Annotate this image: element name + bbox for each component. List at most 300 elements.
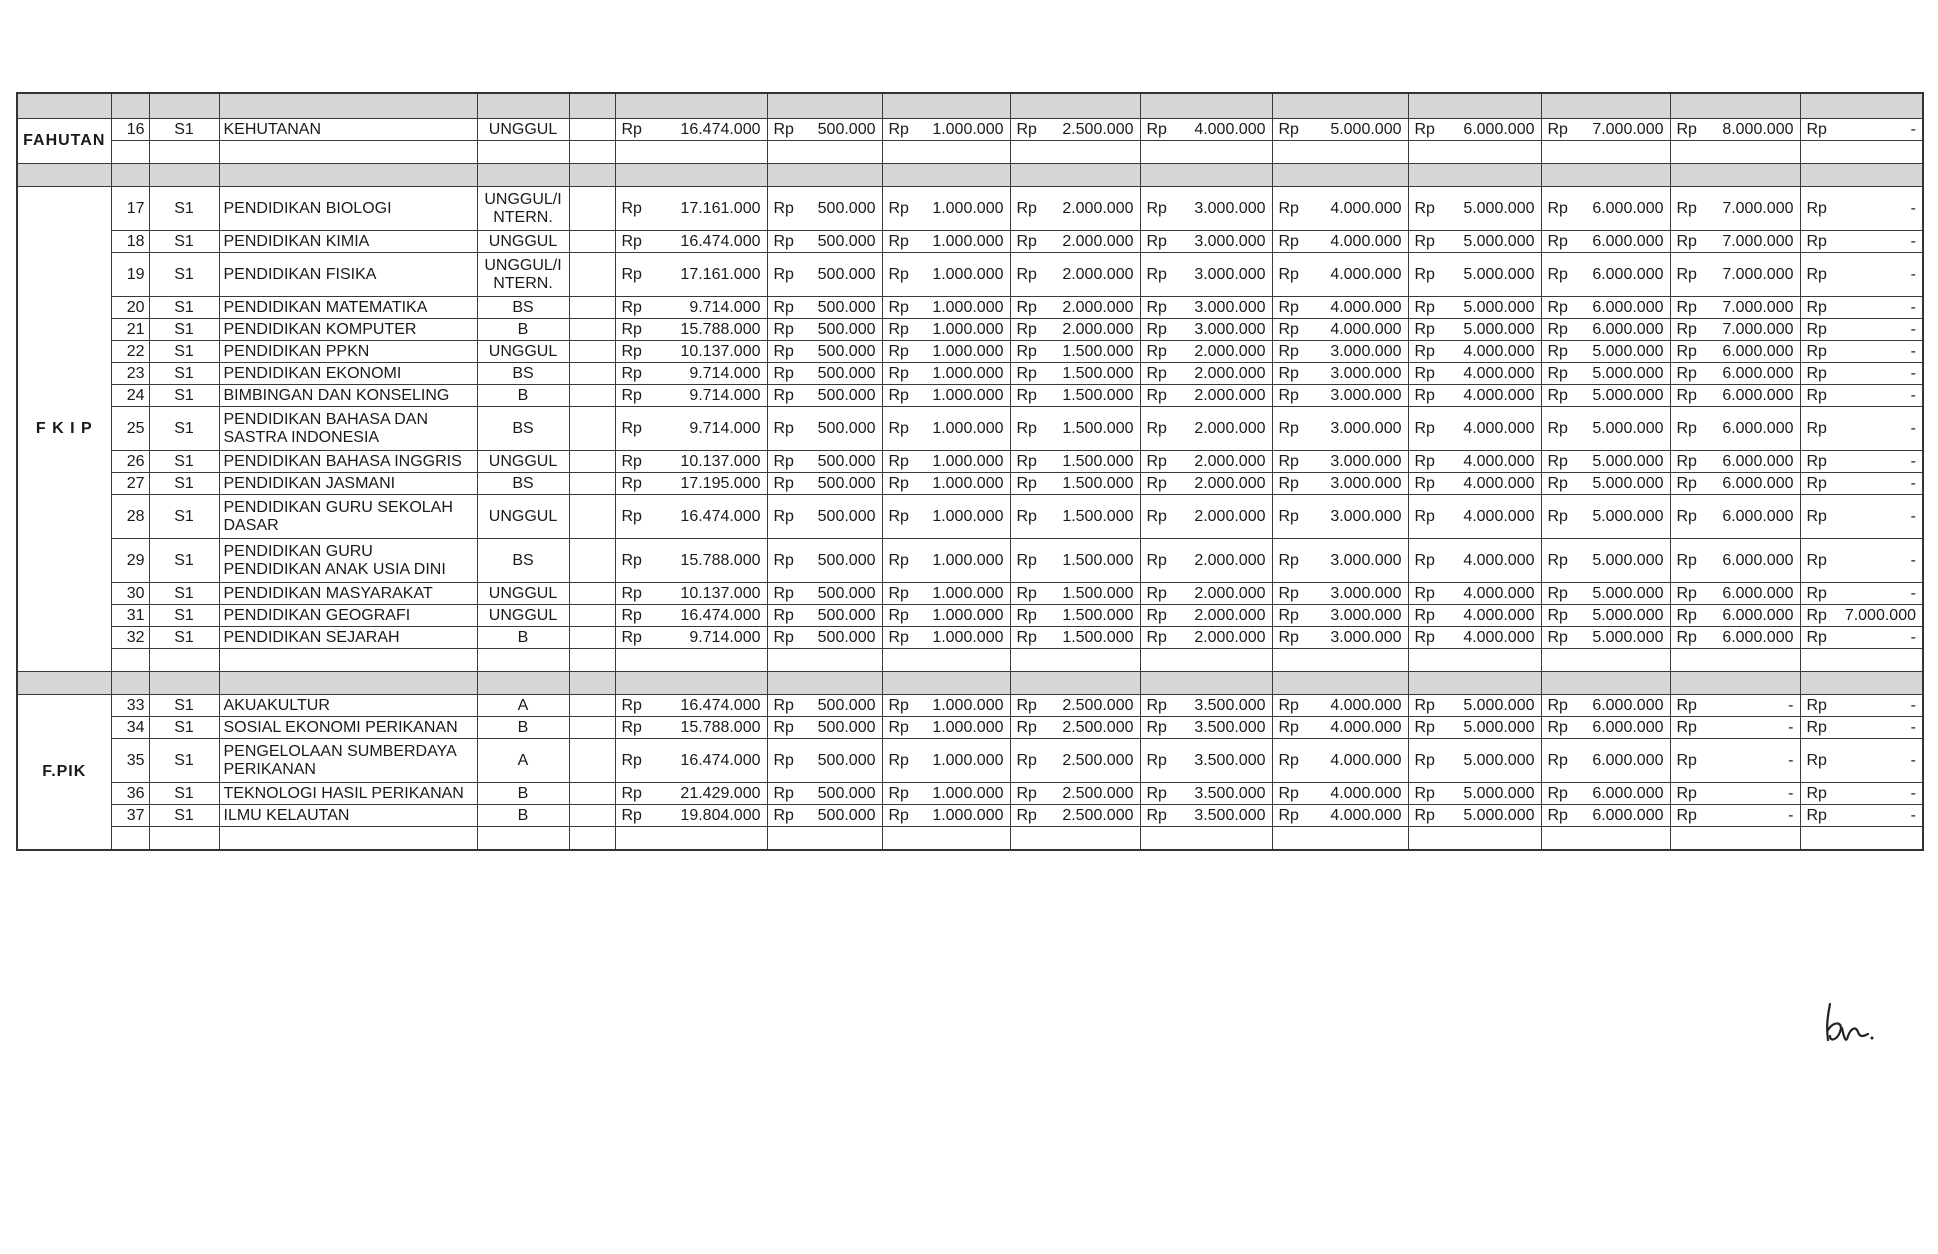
ukt-cell [1670, 297, 1800, 319]
row-number: 21 [111, 319, 149, 341]
amount-value: 6.000.000 [1592, 265, 1664, 283]
ukt-cell [1140, 187, 1272, 231]
empty-cell [569, 672, 615, 695]
amount-value: - [1910, 507, 1916, 525]
currency-label: Rp [888, 265, 909, 283]
jenjang-cell: S1 [149, 231, 219, 253]
empty-cell [1800, 672, 1923, 695]
row-number: 18 [111, 231, 149, 253]
ukt-cell [1800, 119, 1923, 141]
amount-value: 6.000.000 [1722, 507, 1794, 525]
row-number: 36 [111, 783, 149, 805]
amount-value: 8.000.000 [1722, 120, 1794, 138]
ukt-cell [1800, 297, 1923, 319]
currency-label: Rp [888, 784, 909, 802]
amount-value: - [1910, 120, 1916, 138]
ukt-cell [615, 539, 767, 583]
currency-label: Rp [1676, 419, 1697, 437]
amount-value: 1.000.000 [932, 718, 1004, 736]
currency-label: Rp [1278, 551, 1299, 569]
currency-label: Rp [1278, 386, 1299, 404]
currency-label: Rp [1016, 606, 1037, 624]
currency-label: Rp [1547, 199, 1568, 217]
empty-cell [569, 187, 615, 231]
amount-value: 6.000.000 [1592, 199, 1664, 217]
amount-value: 2.000.000 [1194, 452, 1266, 470]
amount-value: 2.500.000 [1062, 784, 1134, 802]
currency-label: Rp [1278, 452, 1299, 470]
ukt-cell [1408, 319, 1541, 341]
row-number: 31 [111, 605, 149, 627]
ukt-cell [767, 627, 882, 649]
ukt-cell [767, 341, 882, 363]
currency-label: Rp [1414, 419, 1435, 437]
amount-value: 4.000.000 [1463, 628, 1535, 646]
currency-label: Rp [888, 320, 909, 338]
currency-label: Rp [1414, 551, 1435, 569]
currency-label: Rp [888, 298, 909, 316]
prodi-name: PENDIDIKAN GEOGRAFI [219, 605, 477, 627]
currency-label: Rp [1278, 232, 1299, 250]
currency-label: Rp [1016, 265, 1037, 283]
amount-value: 5.000.000 [1463, 265, 1535, 283]
empty-cell [1140, 827, 1272, 851]
amount-value: 4.000.000 [1463, 507, 1535, 525]
amount-value: 5.000.000 [1592, 551, 1664, 569]
ukt-cell [882, 385, 1010, 407]
ukt-cell [882, 495, 1010, 539]
prodi-name: KEHUTANAN [219, 119, 477, 141]
currency-label: Rp [1806, 452, 1827, 470]
empty-cell [767, 141, 882, 164]
ukt-cell [1670, 473, 1800, 495]
empty-cell [882, 827, 1010, 851]
row-number: 22 [111, 341, 149, 363]
amount-value: 5.000.000 [1463, 320, 1535, 338]
amount-value: 1.000.000 [932, 386, 1004, 404]
amount-value: 500.000 [817, 696, 876, 714]
empty-cell [477, 164, 569, 187]
currency-label: Rp [888, 606, 909, 624]
empty-cell [615, 93, 767, 119]
amount-value: 5.000.000 [1592, 364, 1664, 382]
table-row [17, 473, 1923, 495]
empty-cell [569, 649, 615, 672]
empty-cell [1272, 141, 1408, 164]
amount-value: 500.000 [817, 120, 876, 138]
empty-cell [569, 297, 615, 319]
amount-value: - [1910, 232, 1916, 250]
amount-value: 6.000.000 [1592, 298, 1664, 316]
ukt-cell [1408, 363, 1541, 385]
amount-value: 3.000.000 [1330, 628, 1402, 646]
currency-label: Rp [888, 232, 909, 250]
empty-cell [569, 319, 615, 341]
amount-value: 9.714.000 [689, 298, 761, 316]
jenjang-cell: S1 [149, 473, 219, 495]
ukt-cell [767, 805, 882, 827]
currency-label: Rp [621, 265, 642, 283]
amount-value: 4.000.000 [1330, 265, 1402, 283]
currency-label: Rp [1146, 120, 1167, 138]
currency-label: Rp [1806, 265, 1827, 283]
empty-cell [1541, 93, 1670, 119]
currency-label: Rp [773, 606, 794, 624]
ukt-cell [882, 297, 1010, 319]
empty-cell [1140, 649, 1272, 672]
currency-label: Rp [1547, 718, 1568, 736]
amount-value: 2.000.000 [1194, 551, 1266, 569]
currency-label: Rp [1146, 419, 1167, 437]
ukt-cell [1670, 717, 1800, 739]
currency-label: Rp [1414, 265, 1435, 283]
empty-cell [1010, 649, 1140, 672]
amount-value: - [1910, 584, 1916, 602]
currency-label: Rp [621, 320, 642, 338]
section-separator-row [17, 672, 1923, 695]
empty-cell [569, 231, 615, 253]
ukt-cell [1408, 253, 1541, 297]
ukt-cell [882, 783, 1010, 805]
empty-cell [1010, 672, 1140, 695]
amount-value: - [1910, 474, 1916, 492]
currency-label: Rp [621, 628, 642, 646]
amount-value: 500.000 [817, 551, 876, 569]
accreditation-cell: UNGGUL/I NTERN. [477, 187, 569, 231]
currency-label: Rp [621, 606, 642, 624]
blank-row [17, 141, 1923, 164]
currency-label: Rp [1676, 265, 1697, 283]
currency-label: Rp [1676, 232, 1697, 250]
amount-value: 500.000 [817, 474, 876, 492]
empty-cell [149, 93, 219, 119]
currency-label: Rp [1676, 320, 1697, 338]
empty-cell [615, 141, 767, 164]
currency-label: Rp [1414, 584, 1435, 602]
amount-value: 16.474.000 [680, 606, 761, 624]
amount-value: 500.000 [817, 265, 876, 283]
amount-value: 2.000.000 [1062, 320, 1134, 338]
prodi-name: PENGELOLAAN SUMBERDAYA PERIKANAN [219, 739, 477, 783]
currency-label: Rp [1806, 551, 1827, 569]
ukt-cell [1010, 539, 1140, 583]
ukt-cell [882, 717, 1010, 739]
ukt-cell [1140, 253, 1272, 297]
amount-value: 1.000.000 [932, 606, 1004, 624]
row-number: 24 [111, 385, 149, 407]
empty-cell [477, 141, 569, 164]
amount-value: 4.000.000 [1194, 120, 1266, 138]
empty-cell [1408, 827, 1541, 851]
amount-value: 6.000.000 [1592, 696, 1664, 714]
currency-label: Rp [1676, 718, 1697, 736]
currency-label: Rp [1414, 120, 1435, 138]
amount-value: 21.429.000 [680, 784, 761, 802]
ukt-cell [615, 385, 767, 407]
ukt-cell [1800, 495, 1923, 539]
amount-value: 500.000 [817, 452, 876, 470]
currency-label: Rp [1676, 364, 1697, 382]
currency-label: Rp [1806, 419, 1827, 437]
amount-value: 6.000.000 [1592, 784, 1664, 802]
currency-label: Rp [773, 298, 794, 316]
amount-value: 5.000.000 [1463, 718, 1535, 736]
jenjang-cell: S1 [149, 627, 219, 649]
currency-label: Rp [1547, 474, 1568, 492]
currency-label: Rp [1146, 551, 1167, 569]
row-number: 19 [111, 253, 149, 297]
ukt-cell [615, 363, 767, 385]
amount-value: 1.000.000 [932, 265, 1004, 283]
prodi-name: PENDIDIKAN KOMPUTER [219, 319, 477, 341]
ukt-cell [1408, 407, 1541, 451]
ukt-cell [1010, 805, 1140, 827]
currency-label: Rp [1806, 718, 1827, 736]
amount-value: - [1910, 628, 1916, 646]
jenjang-cell: S1 [149, 583, 219, 605]
ukt-cell [1010, 739, 1140, 783]
amount-value: 4.000.000 [1463, 364, 1535, 382]
ukt-cell [1541, 739, 1670, 783]
ukt-cell [767, 385, 882, 407]
empty-cell [1670, 672, 1800, 695]
ukt-cell [1140, 605, 1272, 627]
amount-value: 5.000.000 [1592, 507, 1664, 525]
currency-label: Rp [888, 628, 909, 646]
ukt-cell [1800, 539, 1923, 583]
currency-label: Rp [1676, 628, 1697, 646]
currency-label: Rp [1016, 806, 1037, 824]
currency-label: Rp [1547, 751, 1568, 769]
amount-value: 1.500.000 [1062, 584, 1134, 602]
currency-label: Rp [888, 199, 909, 217]
amount-value: 1.000.000 [932, 232, 1004, 250]
empty-cell [1272, 164, 1408, 187]
row-number: 26 [111, 451, 149, 473]
ukt-cell [1272, 695, 1408, 717]
row-number: 16 [111, 119, 149, 141]
ukt-cell [1541, 231, 1670, 253]
empty-cell [1408, 93, 1541, 119]
amount-value: 9.714.000 [689, 628, 761, 646]
currency-label: Rp [888, 342, 909, 360]
currency-label: Rp [1547, 386, 1568, 404]
empty-cell [1272, 827, 1408, 851]
amount-value: - [1788, 784, 1794, 802]
amount-value: 500.000 [817, 199, 876, 217]
currency-label: Rp [1806, 386, 1827, 404]
amount-value: 4.000.000 [1330, 232, 1402, 250]
amount-value: 16.474.000 [680, 696, 761, 714]
currency-label: Rp [621, 806, 642, 824]
empty-cell [882, 141, 1010, 164]
empty-cell [111, 649, 149, 672]
amount-value: 500.000 [817, 232, 876, 250]
prodi-name: PENDIDIKAN PPKN [219, 341, 477, 363]
currency-label: Rp [1547, 419, 1568, 437]
currency-label: Rp [1414, 386, 1435, 404]
empty-cell [1800, 93, 1923, 119]
prodi-name: PENDIDIKAN FISIKA [219, 253, 477, 297]
currency-label: Rp [773, 474, 794, 492]
amount-value: 5.000.000 [1592, 606, 1664, 624]
empty-cell [569, 253, 615, 297]
ukt-cell [767, 473, 882, 495]
currency-label: Rp [1547, 232, 1568, 250]
amount-value: 4.000.000 [1463, 584, 1535, 602]
currency-label: Rp [621, 298, 642, 316]
amount-value: 17.161.000 [680, 199, 761, 217]
currency-label: Rp [621, 232, 642, 250]
empty-cell [569, 341, 615, 363]
table-row [17, 451, 1923, 473]
row-number: 34 [111, 717, 149, 739]
table-row [17, 231, 1923, 253]
ukt-cell [1541, 407, 1670, 451]
ukt-cell [1408, 119, 1541, 141]
currency-label: Rp [773, 386, 794, 404]
currency-label: Rp [1278, 784, 1299, 802]
amount-value: 9.714.000 [689, 419, 761, 437]
empty-cell [1272, 93, 1408, 119]
row-number: 29 [111, 539, 149, 583]
currency-label: Rp [773, 751, 794, 769]
ukt-cell [1800, 627, 1923, 649]
ukt-cell [1010, 385, 1140, 407]
accreditation-cell: UNGGUL [477, 341, 569, 363]
currency-label: Rp [1414, 474, 1435, 492]
currency-label: Rp [1414, 696, 1435, 714]
row-number: 32 [111, 627, 149, 649]
ukt-cell [1800, 187, 1923, 231]
ukt-cell [615, 495, 767, 539]
currency-label: Rp [1676, 551, 1697, 569]
ukt-cell [1272, 187, 1408, 231]
empty-cell [569, 783, 615, 805]
accreditation-cell: BS [477, 539, 569, 583]
ukt-cell [1541, 805, 1670, 827]
currency-label: Rp [1146, 806, 1167, 824]
empty-cell [882, 164, 1010, 187]
section-header-row [17, 93, 1923, 119]
ukt-cell [1800, 605, 1923, 627]
table-row [17, 583, 1923, 605]
ukt-cell [882, 119, 1010, 141]
ukt-cell [1010, 341, 1140, 363]
ukt-cell [882, 805, 1010, 827]
table-row [17, 805, 1923, 827]
currency-label: Rp [1414, 718, 1435, 736]
prodi-name: PENDIDIKAN KIMIA [219, 231, 477, 253]
ukt-cell [1272, 627, 1408, 649]
empty-cell [17, 93, 111, 119]
ukt-cell [767, 407, 882, 451]
table-row [17, 341, 1923, 363]
amount-value: 4.000.000 [1463, 452, 1535, 470]
jenjang-cell: S1 [149, 297, 219, 319]
prodi-name: AKUAKULTUR [219, 695, 477, 717]
amount-value: 5.000.000 [1592, 584, 1664, 602]
empty-cell [569, 93, 615, 119]
empty-cell [111, 141, 149, 164]
table-row [17, 319, 1923, 341]
ukt-cell [1408, 695, 1541, 717]
amount-value: 19.804.000 [680, 806, 761, 824]
ukt-cell [615, 739, 767, 783]
currency-label: Rp [1146, 298, 1167, 316]
ukt-cell [1140, 627, 1272, 649]
amount-value: 500.000 [817, 364, 876, 382]
amount-value: 3.000.000 [1330, 551, 1402, 569]
currency-label: Rp [1414, 342, 1435, 360]
currency-label: Rp [1016, 784, 1037, 802]
amount-value: 2.000.000 [1194, 386, 1266, 404]
empty-cell [569, 141, 615, 164]
empty-cell [615, 672, 767, 695]
ukt-cell [1670, 341, 1800, 363]
amount-value: 1.500.000 [1062, 507, 1134, 525]
empty-cell [477, 827, 569, 851]
ukt-cell [882, 605, 1010, 627]
ukt-cell [1010, 297, 1140, 319]
ukt-cell [615, 717, 767, 739]
amount-value: 6.000.000 [1592, 232, 1664, 250]
amount-value: 5.000.000 [1463, 806, 1535, 824]
empty-cell [149, 649, 219, 672]
currency-label: Rp [621, 584, 642, 602]
amount-value: 6.000.000 [1722, 419, 1794, 437]
ukt-cell [767, 605, 882, 627]
ukt-cell [1800, 253, 1923, 297]
empty-cell [219, 164, 477, 187]
currency-label: Rp [1547, 320, 1568, 338]
prodi-name: PENDIDIKAN GURU SEKOLAH DASAR [219, 495, 477, 539]
jenjang-cell: S1 [149, 253, 219, 297]
amount-value: 3.500.000 [1194, 751, 1266, 769]
accreditation-cell: UNGGUL [477, 119, 569, 141]
currency-label: Rp [888, 507, 909, 525]
empty-cell [1140, 93, 1272, 119]
amount-value: 5.000.000 [1592, 628, 1664, 646]
amount-value: 6.000.000 [1722, 364, 1794, 382]
ukt-cell [1670, 363, 1800, 385]
currency-label: Rp [1414, 199, 1435, 217]
empty-cell [767, 93, 882, 119]
empty-cell [149, 164, 219, 187]
ukt-cell [1800, 805, 1923, 827]
ukt-cell [1272, 253, 1408, 297]
currency-label: Rp [621, 751, 642, 769]
jenjang-cell: S1 [149, 341, 219, 363]
empty-cell [1408, 672, 1541, 695]
amount-value: 2.000.000 [1194, 474, 1266, 492]
ukt-cell [1010, 253, 1140, 297]
ukt-cell [1140, 451, 1272, 473]
amount-value: 3.000.000 [1330, 606, 1402, 624]
amount-value: 4.000.000 [1463, 342, 1535, 360]
accreditation-cell: UNGGUL [477, 495, 569, 539]
ukt-cell [1541, 187, 1670, 231]
prodi-name: SOSIAL EKONOMI PERIKANAN [219, 717, 477, 739]
amount-value: 2.500.000 [1062, 120, 1134, 138]
currency-label: Rp [1676, 474, 1697, 492]
empty-cell [1800, 141, 1923, 164]
amount-value: 6.000.000 [1722, 606, 1794, 624]
ukt-cell [1541, 385, 1670, 407]
amount-value: 2.000.000 [1194, 628, 1266, 646]
ukt-cell [615, 805, 767, 827]
ukt-cell [1408, 451, 1541, 473]
